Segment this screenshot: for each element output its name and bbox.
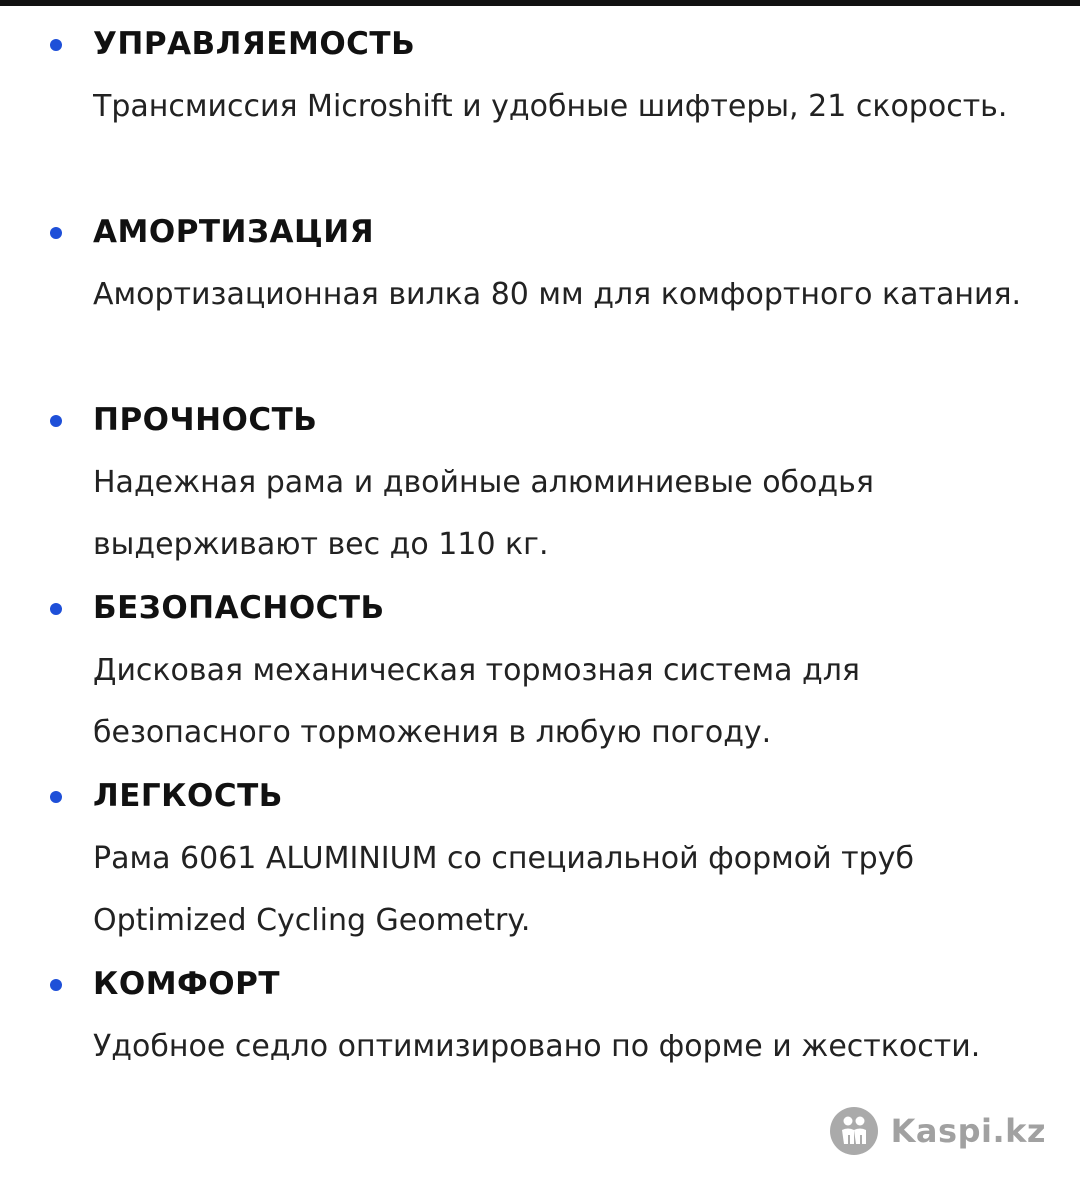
feature-list	[0, 12, 1080, 1140]
watermark-text: Kaspi.kz	[890, 1112, 1046, 1150]
feature-description: Амортизационная вилка 80 мм для комфортного катания.	[93, 277, 1022, 312]
feature-description: Дисковая механическая тормозная система для безопасного торможения в любую погоду.	[93, 653, 860, 750]
feature-description: Трансмиссия Microshift и удобные шифтеры, 21 скорость.	[93, 89, 1008, 124]
feature-item-handling	[0, 12, 1080, 200]
bullet-icon	[50, 791, 62, 803]
feature-title: КОМФОРТ	[93, 966, 281, 1002]
feature-title: АМОРТИЗАЦИЯ	[93, 214, 375, 250]
feature-item-safety	[0, 576, 1080, 764]
feature-title: УПРАВЛЯЕМОСТЬ	[93, 26, 416, 62]
feature-item-durability	[0, 388, 1080, 576]
feature-title: ПРОЧНОСТЬ	[93, 402, 318, 438]
bullet-icon	[50, 979, 62, 991]
top-divider	[0, 0, 1080, 6]
feature-description: Рама 6061 ALUMINIUM со специальной формой труб Optimized Cycling Geometry.	[93, 841, 914, 938]
bullet-icon	[50, 39, 62, 51]
feature-title: ЛЕГКОСТЬ	[93, 778, 283, 814]
feature-description: Удобное седло оптимизировано по форме и жесткости.	[93, 1029, 981, 1064]
feature-item-suspension	[0, 200, 1080, 388]
bullet-icon	[50, 603, 62, 615]
bullet-icon	[50, 415, 62, 427]
feature-item-lightness	[0, 764, 1080, 952]
bullet-icon	[50, 227, 62, 239]
kaspi-logo-icon	[829, 1106, 879, 1156]
feature-description: Надежная рама и двойные алюминиевые ободья выдерживают вес до 110 кг.	[93, 465, 874, 562]
feature-title: БЕЗОПАСНОСТЬ	[93, 590, 385, 626]
kaspi-watermark	[829, 1104, 1046, 1158]
